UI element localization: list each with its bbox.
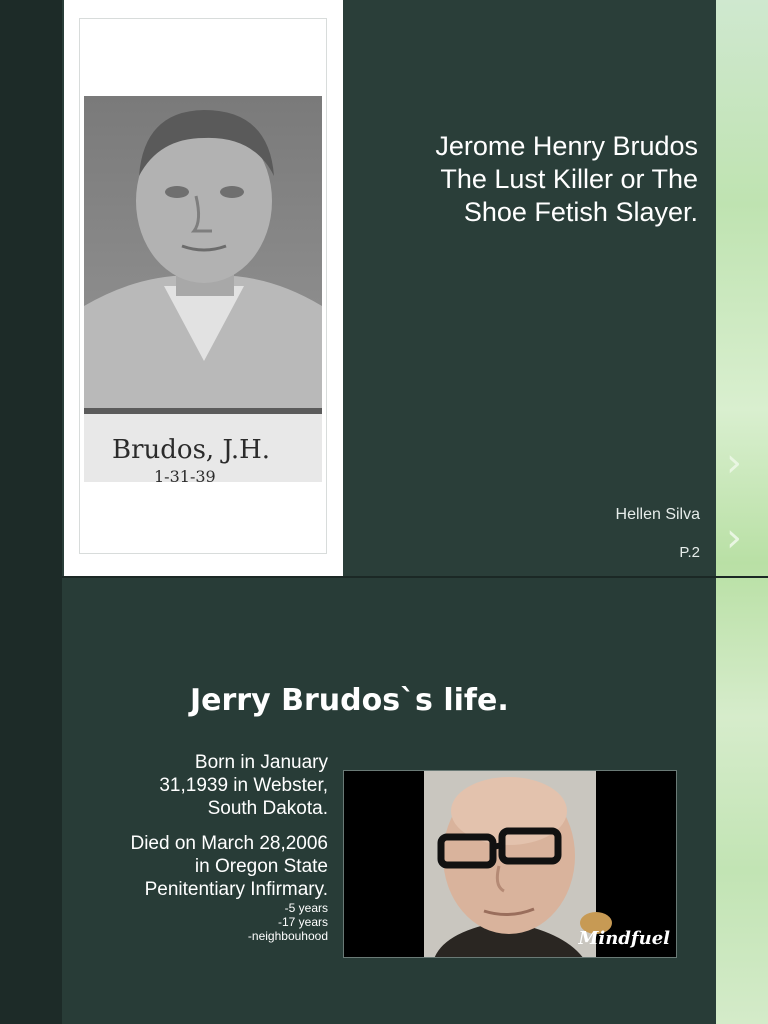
title-line: The Lust Killer or The [440,164,698,194]
note-item: -5 years [284,901,328,915]
bio-text [68,751,328,943]
died-paragraph [68,832,328,901]
born-paragraph [68,751,328,820]
died-line: Died on March 28,2006 [130,833,328,854]
born-line: South Dakota. [207,798,328,819]
author-name: Hellen Silva [615,506,700,523]
mugshot-sign-name: Brudos, J.H. [112,435,271,465]
chevron-decoration-icon: › [726,515,742,561]
title-line: Jerome Henry Brudos [435,131,698,161]
later-photo [343,770,677,958]
title-line: Shoe Fetish Slayer. [463,197,698,227]
died-line: Penitentiary Infirmary. [144,879,328,900]
right-edge-decoration [716,0,768,1024]
title-slide [62,0,716,576]
notes-list [68,901,328,943]
left-edge-strip [0,0,62,1024]
life-heading: Jerry Brudos`s life. [190,683,509,718]
slide-title [298,130,698,229]
died-line: in Oregon State [194,856,328,877]
page-number: P.2 [679,544,700,561]
chevron-decoration-icon: › [726,440,742,486]
born-line: Born in January [194,752,328,773]
note-item: -17 years [277,915,328,929]
mugshot-sign-date: 1-31-39 [154,467,216,482]
photo-watermark: Mindfuel [578,928,670,949]
note-item: -neighbouhood [247,929,328,943]
mugshot-photo [84,96,322,482]
born-line: 31,1939 in Webster, [159,775,328,796]
